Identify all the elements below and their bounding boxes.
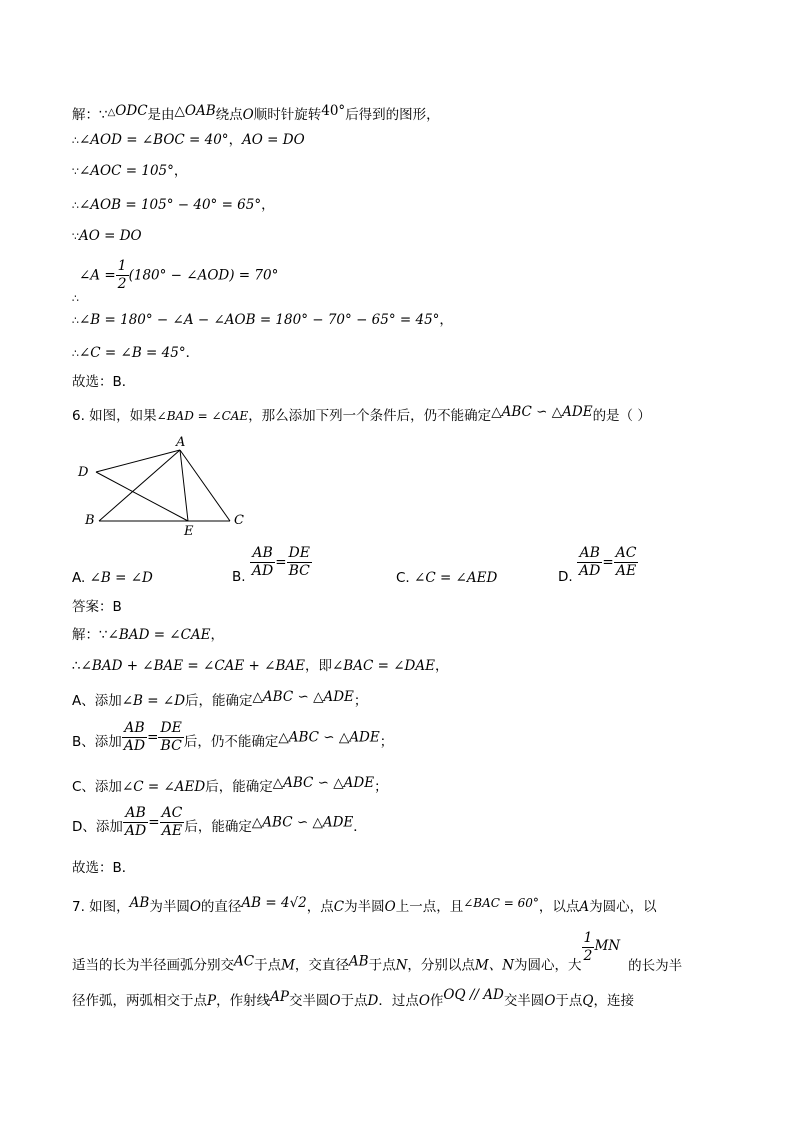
numerator: AB bbox=[577, 545, 602, 563]
fraction-half bbox=[116, 258, 129, 293]
fraction-half bbox=[582, 930, 595, 965]
denominator: AE bbox=[615, 563, 637, 579]
fraction bbox=[250, 545, 275, 580]
math: ABC ∽ bbox=[262, 689, 314, 705]
text: ， bbox=[228, 132, 243, 148]
sol5-line-2 bbox=[72, 130, 305, 151]
math: OAB bbox=[184, 103, 216, 119]
math: ABC ∽ bbox=[501, 404, 552, 420]
text: C、添加 bbox=[72, 779, 122, 795]
text: 后得到的图形， bbox=[345, 107, 440, 123]
text: 解： bbox=[72, 627, 99, 643]
fraction bbox=[122, 720, 147, 755]
segment-AE bbox=[180, 450, 188, 521]
text: ， bbox=[210, 627, 225, 643]
label-A: A bbox=[176, 435, 186, 450]
text: 绕点 bbox=[215, 107, 243, 123]
sol5-line-4 bbox=[72, 195, 275, 216]
math: ∠AOC = 105° bbox=[79, 163, 174, 179]
segment-DE bbox=[96, 472, 188, 521]
q6-option-b: B. $\frac{AB}{AD}$ = $\frac{DE}{BC}$ bbox=[232, 545, 310, 585]
math: A bbox=[579, 899, 590, 915]
math: ∠C = ∠AED bbox=[414, 570, 498, 586]
math: O bbox=[242, 107, 254, 123]
text: ，交直径 bbox=[294, 957, 349, 974]
text: ． bbox=[353, 818, 367, 835]
text: 7. 如图， bbox=[72, 899, 130, 915]
math: O bbox=[418, 993, 430, 1009]
math: ∠BAC = ∠DAE bbox=[332, 658, 435, 674]
text: D、添加 bbox=[72, 818, 123, 835]
math: P bbox=[207, 993, 217, 1009]
math: N bbox=[395, 957, 408, 974]
math: ∠BAD + ∠BAE = ∠CAE + ∠BAE bbox=[80, 658, 305, 674]
text: 作 bbox=[429, 993, 444, 1009]
option-letter: D. bbox=[558, 568, 573, 585]
denominator: BC bbox=[160, 738, 182, 754]
math: ∠B = ∠D bbox=[121, 693, 186, 709]
triangle-symbol: △ bbox=[107, 107, 116, 118]
text: 6. 如图，如果 bbox=[72, 408, 157, 424]
math: ABC ∽ bbox=[283, 775, 334, 791]
math: AP bbox=[270, 989, 289, 1005]
numerator: DE bbox=[160, 720, 182, 736]
text: 顺时针旋转 bbox=[253, 107, 322, 123]
text: ； bbox=[374, 779, 388, 795]
denominator: 2 bbox=[117, 276, 127, 292]
math: AO = DO bbox=[242, 132, 305, 148]
therefore-symbol: ∴ bbox=[72, 291, 79, 305]
label-E: E bbox=[184, 524, 194, 539]
denominator: AE bbox=[161, 823, 183, 839]
denominator: AD bbox=[578, 563, 601, 579]
numerator: AC bbox=[161, 805, 183, 821]
numerator: 1 bbox=[117, 258, 127, 274]
math: ∠AOB = 105° − 40° = 65° bbox=[79, 197, 262, 213]
text: ， bbox=[434, 658, 449, 674]
triangle-symbol: △ bbox=[312, 814, 323, 831]
text: 的长为半 bbox=[628, 957, 683, 974]
numerator: AC bbox=[615, 545, 637, 561]
sol5-line-1 bbox=[72, 101, 440, 125]
math: ∠BAC = 60° bbox=[463, 896, 539, 910]
option-letter: C. bbox=[396, 570, 410, 586]
math: O bbox=[544, 993, 556, 1009]
numerator: DE bbox=[288, 545, 310, 561]
triangle-symbol: △ bbox=[174, 103, 185, 119]
therefore-symbol: ∴ bbox=[72, 134, 79, 147]
text: 为半圆 bbox=[149, 899, 190, 915]
text: 于点 bbox=[340, 993, 368, 1009]
text: ，点 bbox=[306, 899, 334, 915]
math: MN bbox=[594, 937, 621, 954]
math: 40° bbox=[321, 103, 346, 119]
triangle-symbol: △ bbox=[551, 404, 563, 420]
label-D: D bbox=[78, 465, 89, 480]
triangle-symbol: △ bbox=[313, 689, 324, 705]
numerator: AB bbox=[123, 805, 148, 823]
q6-option-a bbox=[72, 570, 153, 586]
math: ∠B = 180° − ∠A − ∠AOB = 180° − 70° − 65° = 45° bbox=[79, 312, 440, 328]
therefore-symbol: ∴ bbox=[72, 658, 81, 674]
math: AO = DO bbox=[79, 228, 142, 244]
label-B: B bbox=[85, 513, 95, 528]
q7-line-2 bbox=[72, 930, 683, 983]
text: ； bbox=[353, 693, 368, 709]
text: ， bbox=[261, 197, 275, 213]
q6-option-c bbox=[396, 570, 497, 586]
math: AC bbox=[234, 953, 255, 970]
therefore-symbol: ∴ bbox=[72, 199, 79, 212]
math: ADE bbox=[349, 729, 380, 746]
text: ，以点 bbox=[538, 899, 580, 915]
math: C bbox=[333, 899, 345, 915]
math: AB bbox=[348, 953, 369, 970]
math: O bbox=[189, 899, 201, 915]
fraction bbox=[158, 720, 183, 755]
math: ∠BAD = ∠CAE bbox=[156, 409, 249, 423]
text: 径作弧，两弧相交于点 bbox=[72, 993, 207, 1009]
fraction bbox=[614, 545, 639, 580]
q6-sol-c bbox=[72, 773, 388, 797]
q6-stem bbox=[72, 402, 651, 426]
math: ∠C = ∠B = 45° bbox=[79, 345, 186, 361]
sol5-choose: 故选：B． bbox=[72, 374, 136, 390]
text: 后，仍不能确定 bbox=[183, 733, 279, 750]
math: D bbox=[367, 993, 379, 1009]
text: ，即 bbox=[305, 658, 332, 674]
math: O bbox=[384, 899, 396, 915]
text: 交半圆 bbox=[503, 993, 545, 1009]
text: ； bbox=[379, 733, 394, 750]
option-letter: B. bbox=[232, 568, 246, 585]
math: M bbox=[281, 957, 295, 974]
math: AB bbox=[129, 895, 150, 911]
math: ∠C = ∠AED bbox=[121, 779, 206, 795]
text: 交半圆 bbox=[288, 993, 330, 1009]
denominator: BC bbox=[288, 563, 310, 579]
q6-sol-d: D、添加 $\frac{AB}{AD}$ = $\frac{AC}{AE}$ 后，能确定△ABC ∽ △ADE． bbox=[72, 805, 367, 839]
therefore-symbol: ∴ bbox=[72, 347, 79, 360]
text: ， bbox=[439, 312, 453, 328]
denominator: AD bbox=[123, 738, 146, 754]
triangle-symbol: △ bbox=[252, 689, 263, 705]
q6-sol-b: B、添加 $\frac{AB}{AD}$ = $\frac{DE}{BC}$ 后，仍不能确定△ABC ∽ △ADE； bbox=[72, 720, 394, 754]
math: ABC ∽ bbox=[262, 814, 313, 831]
text: A、添加 bbox=[72, 693, 122, 709]
text: 为半圆 bbox=[344, 899, 385, 915]
math: ODC bbox=[115, 103, 148, 119]
sol5-line-6 bbox=[72, 258, 279, 305]
math: ADE bbox=[343, 775, 375, 791]
triangle-symbol: △ bbox=[278, 729, 289, 746]
text: ，连接 bbox=[593, 993, 634, 1009]
label-C: C bbox=[234, 513, 244, 528]
numerator: AB bbox=[122, 720, 147, 738]
triangle-symbol: △ bbox=[491, 404, 502, 420]
because-symbol: ∵ bbox=[99, 627, 108, 643]
math: ∠B = ∠D bbox=[89, 570, 153, 586]
fraction bbox=[577, 545, 602, 580]
math: M、N bbox=[474, 957, 515, 974]
because-symbol: ∵ bbox=[72, 230, 79, 243]
text: 后，能确定 bbox=[184, 818, 252, 835]
numerator: 1 bbox=[583, 930, 593, 946]
text: 解：∵ bbox=[72, 107, 108, 123]
text: 上一点，且 bbox=[395, 899, 464, 915]
text: 的直径 bbox=[200, 899, 242, 915]
text: 为圆心，以 bbox=[589, 899, 657, 915]
therefore-symbol: ∴ bbox=[72, 314, 79, 327]
option-letter: A. bbox=[72, 570, 86, 586]
text: B、添加 bbox=[72, 733, 122, 750]
q6-sol-line-2 bbox=[72, 656, 448, 676]
triangle-symbol: △ bbox=[338, 729, 350, 746]
sol5-line-8 bbox=[72, 343, 199, 364]
math: ADE bbox=[323, 689, 354, 705]
text: ，分别以点 bbox=[407, 957, 475, 974]
math: ADE bbox=[322, 814, 354, 831]
q6-option-d: D. $\frac{AB}{AD}$ = $\frac{AC}{AE}$ bbox=[558, 545, 637, 585]
q6-answer: 答案：B bbox=[72, 599, 122, 615]
fraction bbox=[287, 545, 312, 580]
math: O bbox=[329, 993, 341, 1009]
q6-choose: 故选：B． bbox=[72, 860, 136, 876]
math: ADE bbox=[562, 404, 593, 420]
text: 于点 bbox=[555, 993, 583, 1009]
math: ∠A = bbox=[79, 267, 116, 284]
text: 为圆心，大 bbox=[514, 957, 582, 974]
text: 后，能确定 bbox=[205, 779, 273, 795]
because-symbol: ∵ bbox=[72, 165, 79, 178]
text: 是由 bbox=[147, 107, 175, 123]
math: ∠AOD = ∠BOC = 40° bbox=[79, 132, 229, 148]
text: ， bbox=[173, 163, 188, 179]
numerator: AB bbox=[250, 545, 275, 563]
sol5-line-7 bbox=[72, 310, 453, 331]
text: ． bbox=[185, 345, 200, 361]
text: ，那么添加下列一个条件后，仍不能确定 bbox=[248, 408, 492, 424]
q7-line-1 bbox=[72, 893, 657, 917]
math: Q bbox=[582, 993, 594, 1009]
text: 适当的长为半径画弧分别交 bbox=[72, 957, 234, 974]
sol5-line-5 bbox=[72, 226, 142, 247]
fraction bbox=[160, 805, 185, 840]
text: ．过点 bbox=[378, 993, 419, 1009]
fraction bbox=[123, 805, 148, 840]
text: 后，能确定 bbox=[185, 693, 253, 709]
math: ABC ∽ bbox=[288, 729, 339, 746]
math: AB = 4√2 bbox=[241, 895, 307, 911]
segment-AC bbox=[180, 450, 230, 521]
triangle-symbol: △ bbox=[333, 775, 344, 791]
triangle-symbol: △ bbox=[251, 814, 263, 831]
denominator: AD bbox=[251, 563, 274, 579]
math: ∠BAD = ∠CAE bbox=[107, 627, 211, 643]
denominator: 2 bbox=[583, 948, 593, 964]
text: 于点 bbox=[254, 957, 282, 974]
denominator: AD bbox=[124, 823, 147, 839]
q6-figure bbox=[70, 432, 260, 540]
q6-sol-a bbox=[72, 687, 367, 711]
text: ，作射线 bbox=[216, 993, 271, 1009]
triangle-symbol: △ bbox=[272, 775, 284, 791]
q7-line-3 bbox=[72, 985, 634, 1011]
math: (180° − ∠AOD) = 70° bbox=[128, 267, 279, 284]
text: 的是（ ） bbox=[592, 408, 651, 424]
sol5-line-3 bbox=[72, 161, 187, 182]
text: 于点 bbox=[368, 957, 396, 974]
q6-sol-line-1 bbox=[72, 625, 224, 645]
math: OQ // AD bbox=[443, 987, 504, 1003]
